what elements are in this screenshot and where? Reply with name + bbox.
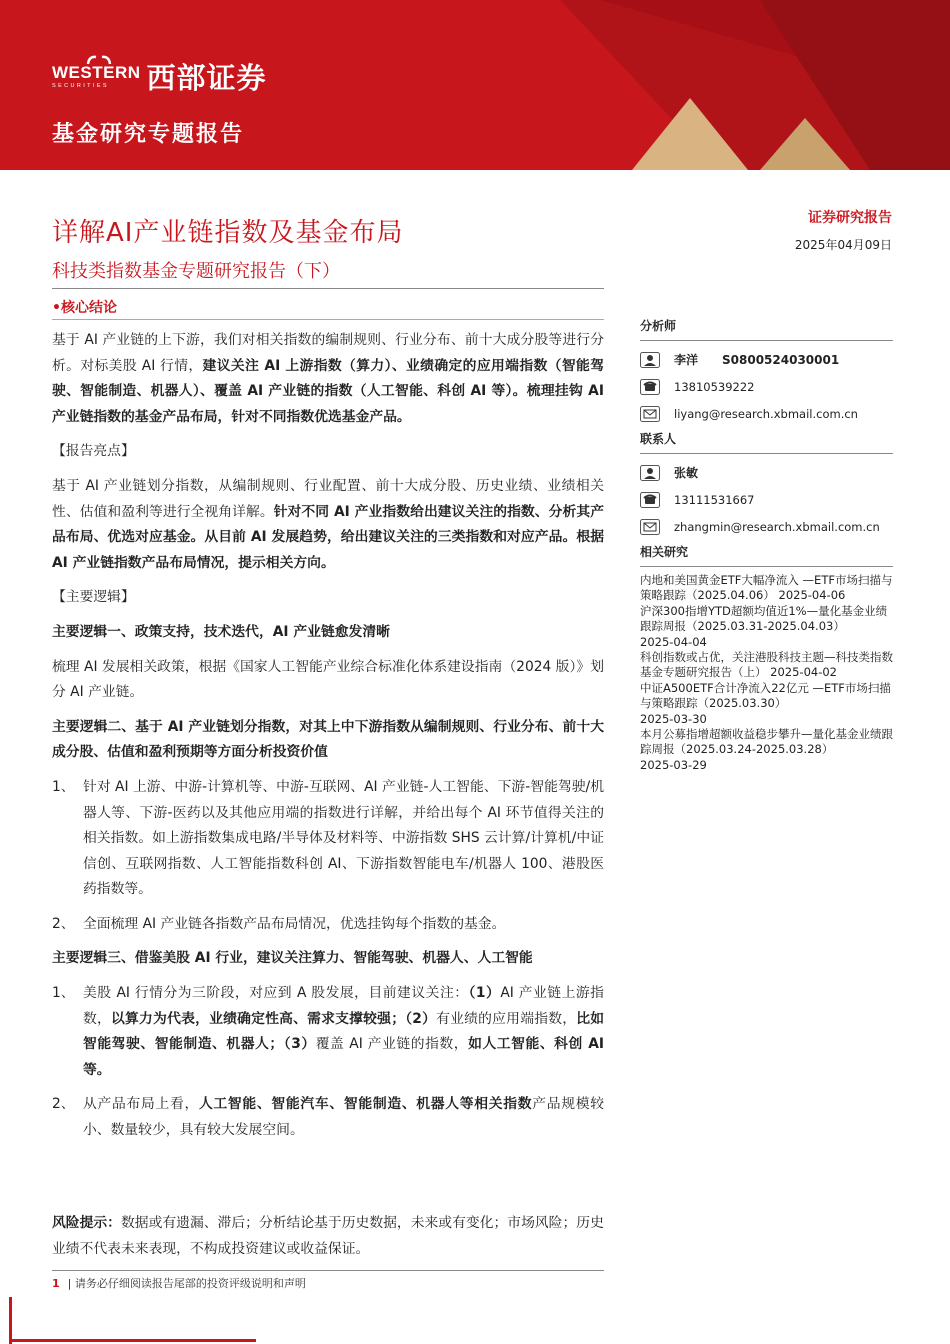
- corner-decoration: [9, 1339, 256, 1342]
- related-title[interactable]: 沪深300指增YTD超额均值近1%—量化基金业绩跟踪周报（2025.03.31-2025.04.03）: [640, 603, 888, 634]
- contact-name: 张敏: [674, 466, 699, 480]
- related-date: 2025-04-02: [770, 665, 837, 680]
- brand-logo: [52, 56, 267, 97]
- analyst-heading: 分析师: [640, 317, 893, 341]
- main-body: [52, 328, 604, 1153]
- text-run: AI 产业链上游指数，: [83, 985, 604, 1027]
- analyst-name-row: [640, 347, 893, 372]
- footer: [52, 1275, 306, 1291]
- list-text: 针对 AI 上游、中游-计算机等、中游-互联网、AI 产业链-人工智能、下游-智能驾驶/机器人等、下游-医药以及其他应用端的指数进行详解，并给出每个 AI 环节值得关注的相关指数。如上游指数集成电路/半导体及材料等、中游指数 SHS 云计算/计算机/中证信创、互联网指数、人工智能指数科创 AI、下游指数智能电车/机器人 100、港股医药指数等。: [83, 778, 604, 898]
- brand-logo-en: [52, 64, 141, 90]
- list-text: [83, 981, 604, 1083]
- contact-name-row: [640, 460, 893, 485]
- page-subtitle: 科技类指数基金专题研究报告（下）: [52, 261, 340, 282]
- related-date: 2025-04-06: [778, 588, 846, 603]
- report-date: 2025年04月09日: [794, 238, 892, 252]
- text-run-bold: 建议关注 AI 上游指数（算力）、业绩确定的应用端指数（智能驾驶、智能制造、机器人）、覆盖 AI 产业链的指数（人工智能、科创 AI 等）。梳理挂钩 AI 产业链指数的基金产品布局，针对不同指数优选基金产品。: [52, 357, 604, 425]
- email-icon: [640, 406, 660, 422]
- list-number: 2、: [52, 1096, 75, 1113]
- related-title[interactable]: 内地和美国黄金ETF大幅净流入 —ETF市场扫描与策略跟踪（2025.04.06）: [640, 573, 893, 603]
- text-run-bold: 如人工智能、科创 AI 等。: [83, 1036, 605, 1078]
- brand-en: WESTERN: [52, 62, 141, 82]
- analyst-name: 李洋: [674, 353, 699, 367]
- logic3-heading: 主要逻辑三、借鉴美股 AI 行业，建议关注算力、智能驾驶、机器人、人工智能: [52, 950, 533, 967]
- text-run-bold: 人工智能、智能汽车、智能制造、机器人等相关指数: [198, 1096, 533, 1113]
- text-run: 美股 AI 行情分为三阶段，对应到 A 股发展，目前建议关注：: [83, 985, 469, 1002]
- logic-heading: 【主要逻辑】: [52, 589, 135, 606]
- list-item: [52, 775, 604, 903]
- corner-decoration: [9, 1297, 12, 1344]
- section-label: •核心结论: [52, 300, 117, 316]
- contact-heading: 联系人: [640, 430, 893, 454]
- text-run-bold: 比如智能驾驶、智能制造、机器人；（3）: [83, 1010, 605, 1053]
- sidebar: [640, 317, 893, 773]
- analyst-phone-row: [640, 374, 893, 399]
- contact-email[interactable]: zhangmin@research.xbmail.com.cn: [674, 519, 880, 534]
- brand-cn: 西部证券: [146, 61, 267, 95]
- analyst-email-row: [640, 401, 893, 426]
- text-run-bold: 针对不同 AI 产业指数给出建议关注的指数、分析其产品布局、优选对应基金。从目前 AI 发展趋势，给出建议关注的三类指数和对应产品。根据 AI 产业链指数产品布局情况，提示相关方向。: [52, 503, 605, 571]
- related-date: 2025-03-30: [640, 711, 707, 726]
- text-run: 基于 AI 产业链划分指数，从编制规则、行业配置、前十大成分股、历史业绩、业绩相关性、估值和盈利等进行全视角详解。: [52, 477, 604, 520]
- phone-icon: [640, 492, 660, 508]
- intro-paragraph: [52, 328, 604, 430]
- related-item[interactable]: [640, 604, 893, 650]
- text-run: 基于 AI 产业链的上下游，我们对相关指数的编制规则、行业分布、前十大成分股等进行分析。对标美股 AI 行情，: [52, 332, 604, 374]
- list-text: [83, 1092, 604, 1143]
- risk-label: 风险提示：: [52, 1215, 121, 1231]
- related-date: 2025-04-04: [640, 634, 707, 649]
- list-item: [52, 912, 604, 938]
- highlight-paragraph: [52, 474, 604, 576]
- analyst-phone: 13810539222: [674, 379, 755, 394]
- related-list: [640, 573, 893, 773]
- divider: [52, 288, 604, 289]
- related-title[interactable]: 中证A500ETF合计净流入22亿元 —ETF市场扫描与策略跟踪（2025.03.30）: [640, 680, 891, 711]
- text-run: 覆盖 AI 产业链的指数，: [315, 1036, 469, 1053]
- list-text: 全面梳理 AI 产业链各指数产品布局情况，优选挂钩每个指数的基金。: [83, 915, 506, 932]
- logic1-text: 梳理 AI 发展相关政策，根据《国家人工智能产业综合标准化体系建设指南（2024 版）》划分 AI 产业链。: [52, 658, 604, 701]
- related-title[interactable]: 科创指数或占优，关注港股科技主题—科技类指数基金专题研究报告（上）: [640, 650, 893, 680]
- report-type: 证券研究报告: [808, 210, 892, 226]
- text-run-bold: 以算力为代表，业绩确定性高、需求支撑较强；（2）: [111, 1010, 437, 1027]
- text-run-bold: （1）: [468, 985, 501, 1002]
- header-banner: [0, 0, 950, 170]
- text-run: 从产品布局上看，: [83, 1096, 199, 1113]
- text-run: 产品规模较小、数量较少，具有较大发展空间。: [83, 1096, 605, 1139]
- divider: [52, 319, 604, 320]
- related-item[interactable]: [640, 573, 893, 604]
- related-item[interactable]: [640, 681, 893, 727]
- person-icon: [640, 352, 660, 368]
- email-icon: [640, 519, 660, 535]
- risk-warning: [52, 1211, 604, 1262]
- highlight-heading: 【报告亮点】: [52, 443, 135, 460]
- logic1-heading: 主要逻辑一、政策支持，技术迭代，AI 产业链愈发清晰: [52, 623, 390, 640]
- footer-divider: [52, 1270, 604, 1271]
- list-number: 1、: [52, 985, 75, 1002]
- series-title: 基金研究专题报告: [52, 122, 245, 147]
- page-number: 1: [52, 1277, 60, 1290]
- related-date: 2025-03-29: [640, 757, 707, 772]
- contact-phone-row: [640, 487, 893, 512]
- footer-disclaimer: | 请务必仔细阅读报告尾部的投资评级说明和声明: [67, 1277, 306, 1290]
- bull-horns-icon: [86, 54, 112, 66]
- analyst-cert: S0800524030001: [722, 352, 840, 367]
- person-icon: [640, 465, 660, 481]
- list-number: 2、: [52, 915, 75, 932]
- related-heading: 相关研究: [640, 543, 893, 567]
- list-item: [52, 981, 604, 1083]
- related-item[interactable]: [640, 650, 893, 681]
- brand-en-sub: SECURITIES: [52, 82, 110, 89]
- related-item[interactable]: [640, 727, 893, 773]
- related-title[interactable]: 本月公募指增超额收益稳步攀升—量化基金业绩跟踪周报（2025.03.24-2025.03.28）: [640, 727, 893, 757]
- logic2-heading: 主要逻辑二、基于 AI 产业链划分指数，对其上中下游指数从编制规则、行业分布、前十大成分股、估值和盈利预期等方面分析投资价值: [52, 718, 604, 761]
- contact-phone: 13111531667: [674, 492, 755, 507]
- analyst-email[interactable]: liyang@research.xbmail.com.cn: [674, 406, 858, 421]
- list-number: 1、: [52, 778, 75, 795]
- risk-text: 数据或有遗漏、滞后；分析结论基于历史数据，未来或有变化；市场风险；历史业绩不代表未来表现，不构成投资建议或收益保证。: [52, 1215, 604, 1257]
- page-title: 详解AI产业链指数及基金布局: [52, 218, 404, 248]
- list-item: [52, 1092, 604, 1143]
- text-run: 有业绩的应用端指数，: [436, 1010, 577, 1027]
- contact-email-row: [640, 514, 893, 539]
- phone-icon: [640, 379, 660, 395]
